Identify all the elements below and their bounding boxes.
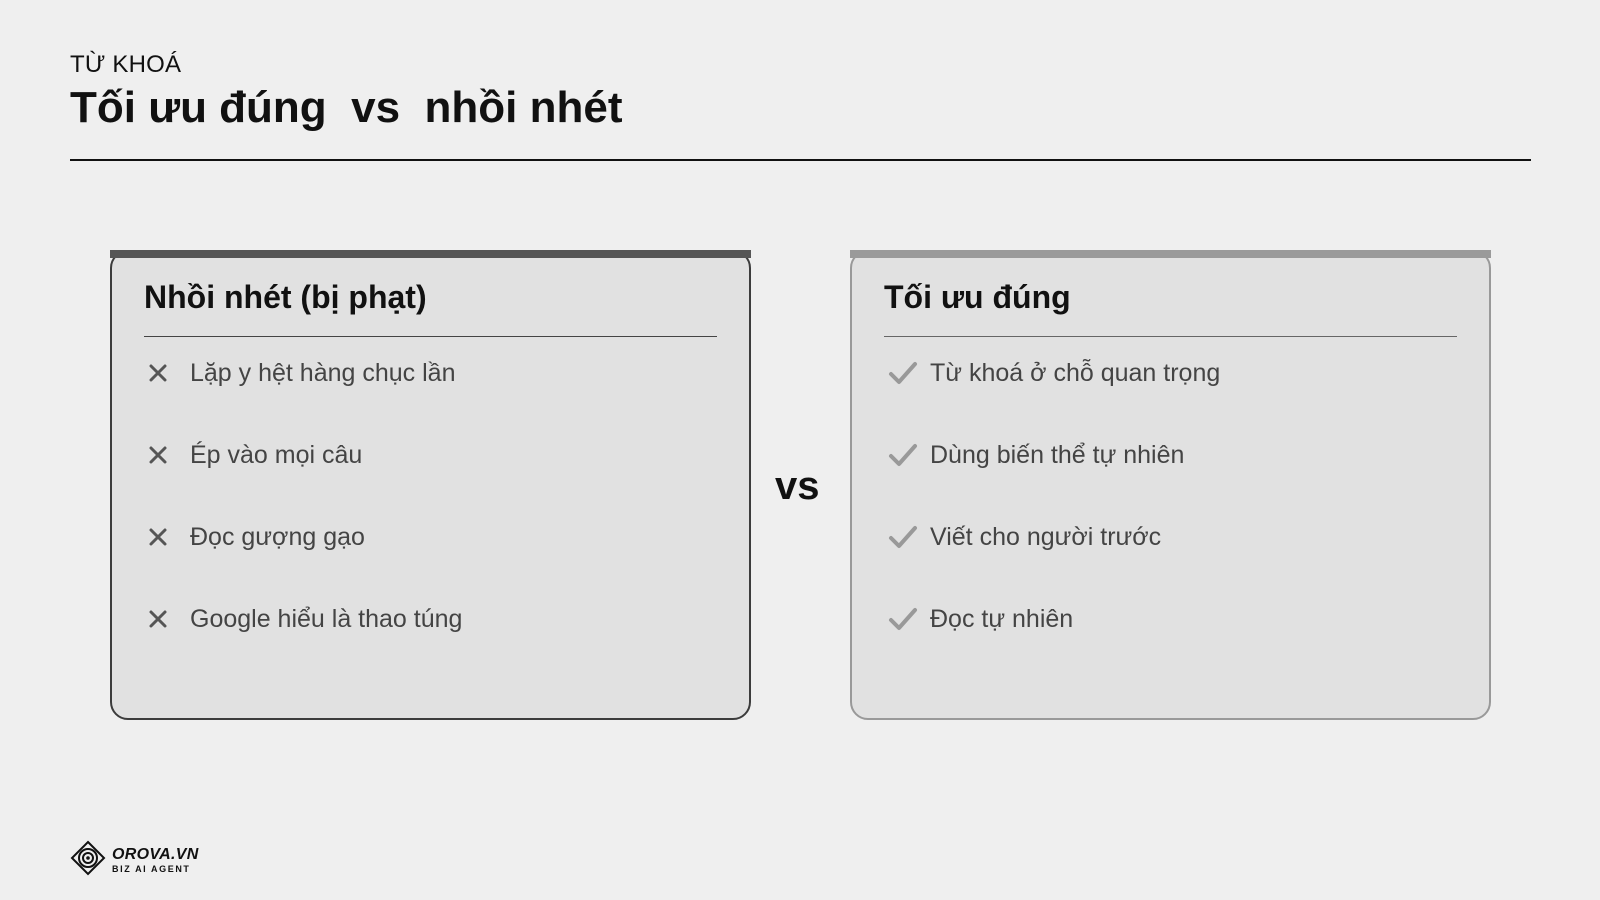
card-title: Nhồi nhét (bị phạt)	[144, 279, 427, 315]
check-icon	[884, 355, 930, 391]
good-practice-list	[884, 355, 1220, 683]
x-icon	[144, 601, 190, 637]
x-icon	[144, 437, 190, 473]
list-item-text: Google hiểu là thao túng	[190, 605, 463, 633]
page-title: Tối ưu đúng vs nhồi nhét	[70, 83, 623, 132]
list-item-text: Đọc gượng gạo	[190, 523, 365, 551]
list-item	[144, 437, 462, 519]
brand-logo	[70, 840, 199, 881]
list-item	[884, 519, 1220, 601]
check-icon	[884, 437, 930, 473]
bad-practice-list	[144, 355, 462, 683]
list-item	[884, 355, 1220, 437]
x-icon	[144, 519, 190, 555]
card-accent-bar	[110, 250, 751, 258]
keyword-stuffing-card	[110, 250, 751, 720]
proper-optimization-card	[850, 250, 1491, 720]
card-accent-bar	[850, 250, 1491, 258]
list-item	[144, 519, 462, 601]
list-item	[884, 601, 1220, 683]
brand-text	[112, 847, 199, 874]
brand-tagline: BIZ AI AGENT	[112, 864, 191, 874]
section-eyebrow: TỪ KHOÁ	[70, 51, 182, 78]
list-item-text: Viết cho người trước	[930, 523, 1162, 551]
list-item-text: Đọc tự nhiên	[930, 605, 1074, 633]
list-item-text: Dùng biến thể tự nhiên	[930, 441, 1185, 469]
check-icon	[884, 601, 930, 637]
list-item	[144, 601, 462, 683]
list-item	[884, 437, 1220, 519]
card-divider	[144, 336, 717, 337]
list-item-text: Từ khoá ở chỗ quan trọng	[930, 359, 1221, 387]
versus-label: vs	[775, 464, 820, 508]
card-title: Tối ưu đúng	[884, 279, 1071, 315]
check-icon	[884, 519, 930, 555]
list-item	[144, 355, 462, 437]
logo-mark-icon	[70, 840, 106, 881]
x-icon	[144, 355, 190, 391]
list-item-text: Lặp y hệt hàng chục lần	[190, 359, 456, 387]
list-item-text: Ép vào mọi câu	[190, 441, 363, 469]
title-divider	[70, 159, 1531, 161]
card-divider	[884, 336, 1457, 337]
brand-name: OROVA.VN	[112, 846, 199, 863]
